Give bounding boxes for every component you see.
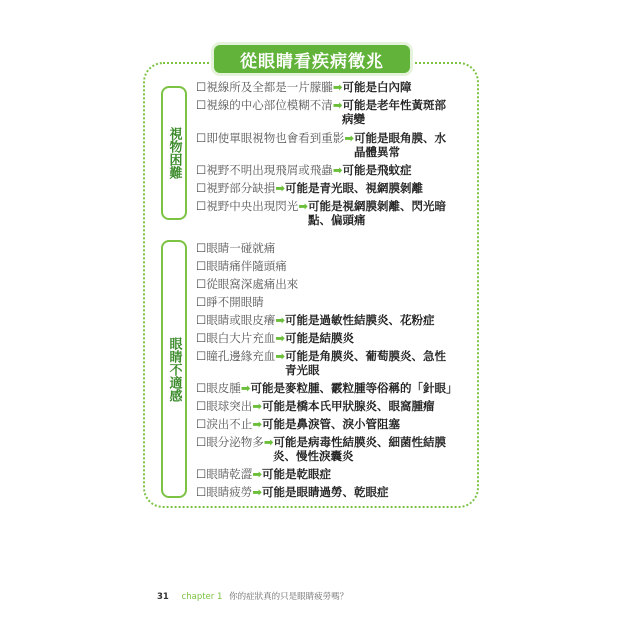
diagnosis-text: 可能是乾眼症: [261, 467, 331, 481]
checkbox-icon: ☐: [196, 349, 207, 363]
checkbox-icon: ☐: [196, 199, 207, 213]
checkbox-icon: ☐: [196, 131, 207, 145]
arrow-right-icon: ➡: [344, 131, 354, 145]
arrow-right-icon: ➡: [252, 417, 262, 431]
symptom-text: 眼分泌物多: [206, 435, 264, 449]
arrow-right-icon: ➡: [298, 199, 308, 213]
symptom-item: [196, 98, 466, 126]
checkbox-icon: ☐: [196, 417, 207, 431]
diagnosis-text: 可能是麥粒腫、霰粒腫等俗稱的「針眼」: [250, 381, 458, 395]
symptom-item: [196, 331, 466, 345]
arrow-right-icon: ➡: [252, 485, 262, 499]
diagnosis-text: 可能是飛蚊症: [342, 163, 412, 177]
checkbox-icon: ☐: [196, 399, 207, 413]
arrow-right-icon: ➡: [240, 381, 251, 395]
symptom-item: [196, 241, 466, 255]
symptom-item: [196, 417, 466, 431]
symptom-text: 瞳孔邊緣充血: [206, 349, 276, 363]
symptom-item: [196, 349, 466, 377]
symptom-text: 眼睛或眼皮癢: [206, 313, 276, 327]
checkbox-icon: ☐: [196, 259, 207, 273]
symptom-item: [196, 80, 466, 94]
symptom-text: 視野中央出現閃光: [206, 199, 299, 213]
symptom-text: 從眼窩深處痛出來: [206, 277, 299, 291]
chapter-subtitle: 你的症狀真的只是眼睛疲勞嗎？: [229, 592, 349, 602]
checkbox-icon: ☐: [196, 277, 207, 291]
symptom-item: [196, 181, 466, 195]
diagnosis-text: 可能是青光眼、視網膜剝離: [284, 181, 423, 195]
diagnosis-continuation: 晶體異常: [354, 145, 400, 159]
arrow-right-icon: ➡: [332, 98, 343, 112]
diagnosis-text: 可能是眼睛過勞、乾眼症: [261, 485, 389, 499]
checkbox-icon: ☐: [196, 485, 207, 499]
arrow-right-icon: ➡: [275, 313, 285, 327]
symptom-text: 視野不明出現飛屑或飛蟲: [206, 163, 333, 177]
symptom-text: 眼皮腫: [206, 381, 241, 395]
symptom-item: [196, 277, 466, 291]
arrow-right-icon: ➡: [332, 163, 343, 177]
arrow-right-icon: ➡: [332, 80, 343, 94]
category-label: 眼睛不適感: [166, 336, 182, 402]
page-footer: [157, 590, 348, 602]
symptom-item: [196, 381, 466, 395]
checkbox-icon: ☐: [196, 181, 207, 195]
symptom-text: 眼睛乾澀: [206, 467, 253, 481]
symptom-text: 眼球突出: [206, 399, 253, 413]
checkbox-icon: ☐: [196, 435, 207, 449]
symptom-text: 眼白大片充血: [206, 331, 276, 345]
diagnosis-continuation: 炎、慢性淚囊炎: [273, 449, 354, 463]
diagnosis-continuation: 病變: [342, 112, 365, 126]
symptom-text: 眼睛痛伴隨頭痛: [206, 259, 287, 273]
symptom-item: [196, 313, 466, 327]
category-eye-discomfort: [161, 240, 187, 498]
checkbox-icon: ☐: [196, 98, 207, 112]
symptom-text: 視線所及全都是一片朦朧: [206, 80, 333, 94]
symptom-item: [196, 295, 466, 309]
checkbox-icon: ☐: [196, 467, 207, 481]
page-title: 從眼睛看疾病徵兆: [214, 45, 410, 73]
checkbox-icon: ☐: [196, 163, 207, 177]
arrow-right-icon: ➡: [275, 331, 285, 345]
symptom-text: 睜不開眼睛: [206, 295, 264, 309]
symptom-text: 即使單眼視物也會看到重影: [206, 131, 345, 145]
arrow-right-icon: ➡: [252, 467, 262, 481]
diagnosis-text: 可能是過敏性結膜炎、花粉症: [284, 313, 435, 327]
category-label: 視物困難: [166, 127, 182, 179]
diagnosis-text: 可能是橋本氏甲狀腺炎、眼窩腫瘤: [261, 399, 435, 413]
diagnosis-text: 可能是病毒性結膜炎、細菌性結膜: [273, 435, 446, 449]
checkbox-icon: ☐: [196, 313, 207, 327]
chapter-label: chapter 1: [181, 592, 223, 602]
symptom-text: 視線的中心部位模糊不清: [206, 98, 333, 112]
checkbox-icon: ☐: [196, 80, 207, 94]
symptom-item: [196, 435, 466, 463]
symptom-item: [196, 199, 466, 227]
arrow-right-icon: ➡: [252, 399, 262, 413]
checkbox-icon: ☐: [196, 381, 207, 395]
symptom-text: 淚出不止: [206, 417, 253, 431]
diagnosis-text: 可能是鼻淚管、淚小管阻塞: [261, 417, 400, 431]
symptom-item: [196, 399, 466, 413]
checkbox-icon: ☐: [196, 241, 207, 255]
checkbox-icon: ☐: [196, 295, 207, 309]
symptom-item: [196, 259, 466, 273]
diagnosis-continuation: 點、偏頭痛: [308, 213, 366, 227]
symptom-text: 眼睛一碰就痛: [206, 241, 276, 255]
diagnosis-text: 可能是視網膜剝離、閃光暗: [307, 199, 446, 213]
symptom-text: 視野部分缺損: [206, 181, 276, 195]
symptom-text: 眼睛疲勞: [206, 485, 253, 499]
arrow-right-icon: ➡: [275, 349, 285, 363]
diagnosis-text: 可能是角膜炎、葡萄膜炎、急性: [284, 349, 446, 363]
symptom-item: [196, 467, 466, 481]
checkbox-icon: ☐: [196, 331, 207, 345]
diagnosis-continuation: 青光眼: [285, 363, 320, 377]
arrow-right-icon: ➡: [263, 435, 274, 449]
diagnosis-text: 可能是白內障: [342, 80, 412, 94]
symptom-item: [196, 163, 466, 177]
diagnosis-text: 可能是老年性黃斑部: [342, 98, 446, 112]
page-number: 31: [157, 592, 169, 602]
symptom-item: [196, 485, 466, 499]
diagnosis-text: 可能是結膜炎: [284, 331, 354, 345]
diagnosis-text: 可能是眼角膜、水: [353, 131, 446, 145]
symptom-item: [196, 131, 466, 159]
arrow-right-icon: ➡: [275, 181, 285, 195]
category-vision-difficulty: [161, 86, 187, 220]
